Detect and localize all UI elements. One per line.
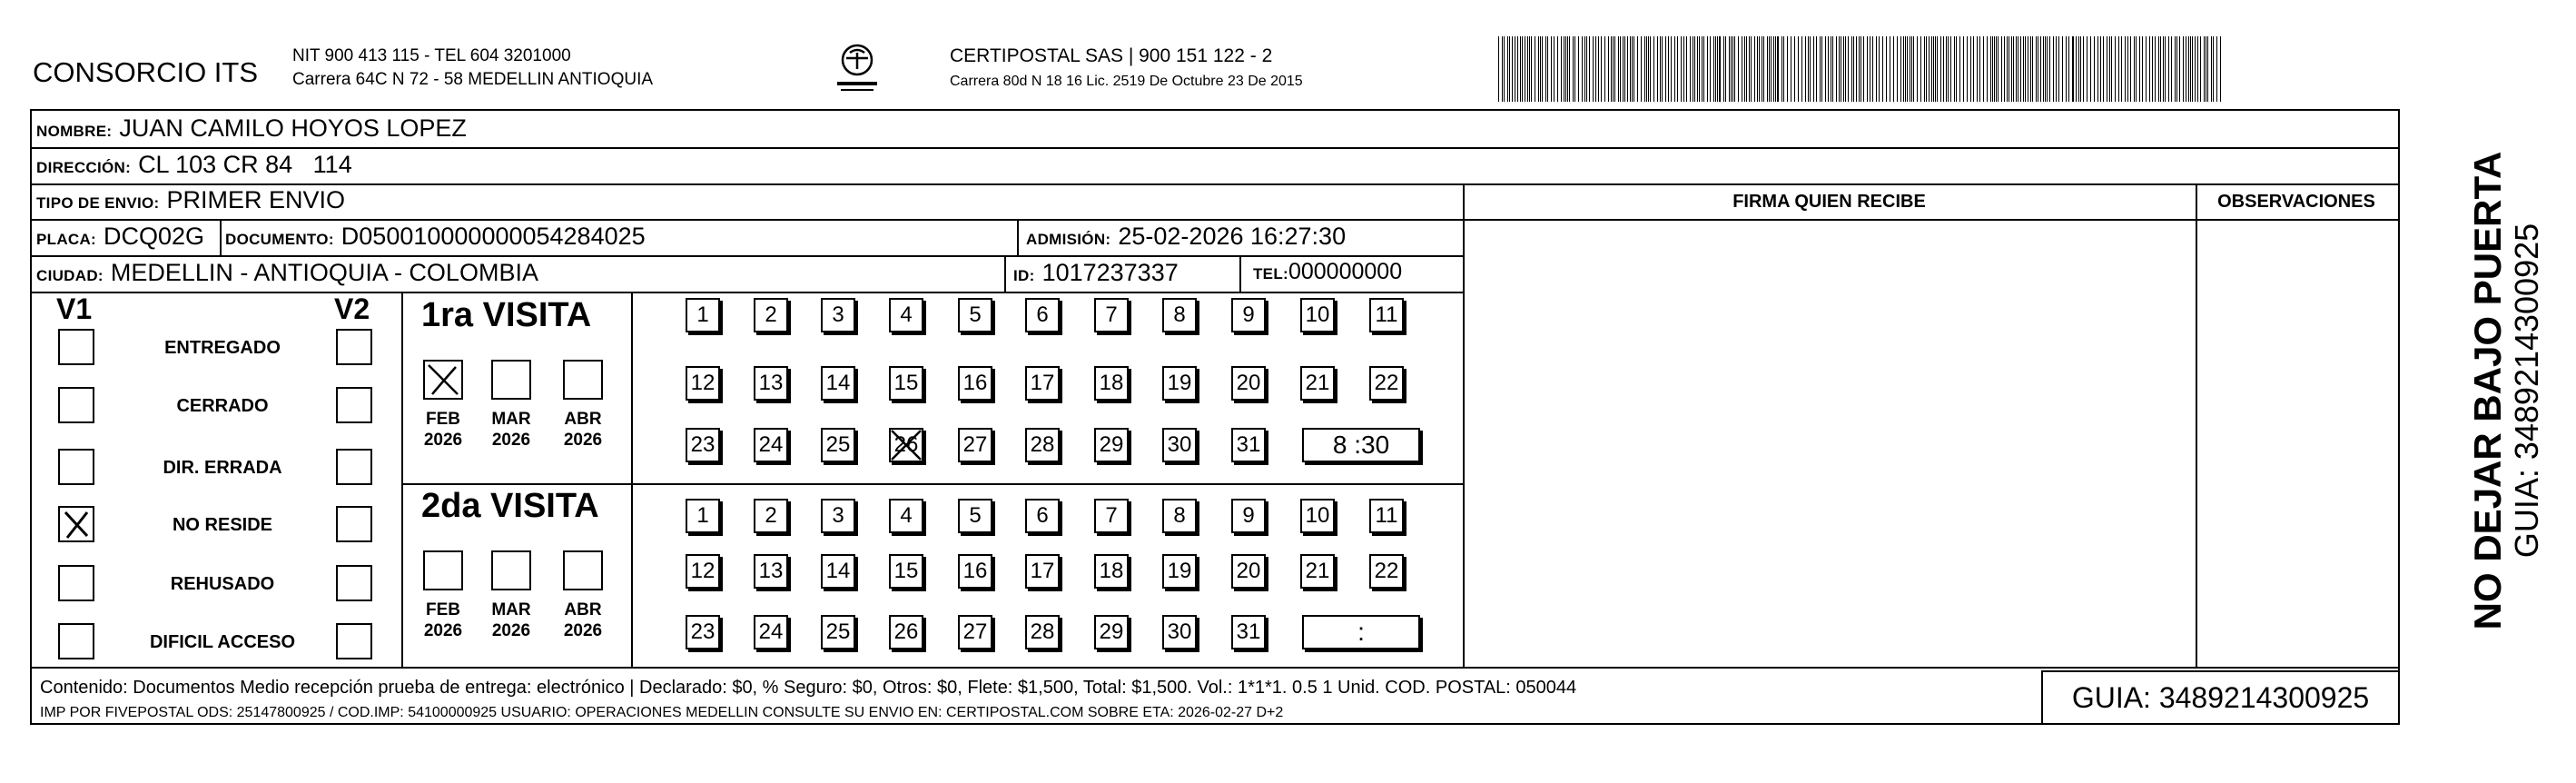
v1-header: V1: [56, 292, 93, 325]
visit-title: 1ra VISITA: [421, 296, 592, 334]
v1-checkbox[interactable]: [58, 506, 94, 542]
month-checkbox[interactable]: [423, 360, 463, 400]
day-box[interactable]: 7: [1094, 298, 1129, 332]
tel-label: TEL:: [1253, 265, 1288, 282]
month-checkbox[interactable]: [563, 360, 603, 400]
day-box[interactable]: 22: [1369, 554, 1404, 589]
barcode-icon: [1498, 36, 2225, 102]
id-value: 1017237337: [1041, 259, 1179, 286]
day-box[interactable]: 11: [1369, 499, 1404, 533]
tel-value: 000000000: [1288, 259, 1403, 284]
day-box[interactable]: 26: [889, 615, 923, 649]
day-box[interactable]: 30: [1162, 615, 1197, 649]
day-box[interactable]: 8: [1162, 499, 1197, 533]
day-box[interactable]: 6: [1025, 298, 1060, 332]
day-box[interactable]: 6: [1025, 499, 1060, 533]
day-box[interactable]: 20: [1231, 366, 1266, 401]
documento-row: [225, 223, 646, 251]
v2-checkbox[interactable]: [336, 329, 372, 365]
day-box[interactable]: 7: [1094, 499, 1129, 533]
v2-checkbox[interactable]: [336, 506, 372, 542]
status-label: REHUSADO: [170, 574, 275, 594]
direccion-row: [36, 151, 352, 179]
month-year: 2026: [563, 431, 603, 450]
ciudad-value: MEDELLIN - ANTIOQUIA - COLOMBIA: [110, 259, 538, 286]
day-box[interactable]: 22: [1369, 366, 1404, 401]
day-box[interactable]: 17: [1025, 554, 1060, 589]
month-year: 2026: [491, 621, 531, 640]
status-label: DIR. ERRADA: [163, 458, 282, 478]
day-box[interactable]: 10: [1300, 298, 1335, 332]
day-box[interactable]: 30: [1162, 428, 1197, 462]
footer-print-info-line: IMP POR FIVEPOSTAL ODS: 25147800925 / COD.IMP: 54100000925 USUARIO: OPERACIONES MEDELLIN CONSULTE SU ENVIO EN: CERTIPOSTAL.COM SOBRE ETA: 2026-02-27 D+2: [40, 705, 1284, 720]
day-box[interactable]: 2: [754, 298, 788, 332]
carrier-license-line: Carrera 80d N 18 16 Lic. 2519 De Octubre 23 De 2015: [950, 74, 1303, 89]
visit-time-box[interactable]: 8 :30: [1302, 428, 1420, 462]
tipo-envio-row: [36, 186, 345, 214]
day-box[interactable]: 23: [686, 615, 720, 649]
day-box[interactable]: 31: [1231, 428, 1266, 462]
ciudad-label: CIUDAD:: [36, 267, 104, 284]
v2-header: V2: [334, 292, 370, 325]
direccion-label: DIRECCIÓN:: [36, 159, 132, 176]
month-checkbox[interactable]: [491, 550, 531, 590]
side-guia-number: GUIA: 3489214300925: [2508, 223, 2545, 559]
day-box[interactable]: 15: [889, 554, 923, 589]
month-label: [556, 409, 610, 451]
day-box[interactable]: 29: [1094, 615, 1129, 649]
v1-checkbox[interactable]: [58, 329, 94, 365]
direccion-value: CL 103 CR 84 114: [138, 151, 352, 178]
ciudad-row: [36, 259, 538, 287]
day-box[interactable]: 19: [1162, 554, 1197, 589]
status-label: DIFICIL ACCESO: [149, 632, 295, 652]
month-name: MAR: [491, 410, 531, 429]
day-box[interactable]: 9: [1231, 499, 1266, 533]
day-box[interactable]: 11: [1369, 298, 1404, 332]
day-box[interactable]: 31: [1231, 615, 1266, 649]
month-name: MAR: [491, 600, 531, 619]
day-box[interactable]: 10: [1300, 499, 1335, 533]
v2-checkbox[interactable]: [336, 387, 372, 423]
month-name: FEB: [426, 600, 460, 619]
month-name: FEB: [426, 410, 460, 429]
day-box[interactable]: 5: [958, 499, 992, 533]
v1-checkbox[interactable]: [58, 387, 94, 423]
visit-time-box[interactable]: :: [1302, 615, 1420, 649]
day-box[interactable]: 2: [754, 499, 788, 533]
firma-header: FIRMA QUIEN RECIBE: [1732, 192, 1926, 212]
nombre-row: [36, 114, 467, 143]
day-box[interactable]: 9: [1231, 298, 1266, 332]
day-box[interactable]: 13: [754, 554, 788, 589]
nombre-value: JUAN CAMILO HOYOS LOPEZ: [119, 114, 467, 142]
admision-row: [1026, 223, 1346, 251]
day-box[interactable]: 24: [754, 428, 788, 462]
v1-checkbox[interactable]: [58, 449, 94, 485]
documento-value: D050010000000054284025: [341, 223, 646, 250]
placa-label: PLACA:: [36, 231, 97, 248]
day-box[interactable]: 12: [686, 554, 720, 589]
day-box[interactable]: 4: [889, 499, 923, 533]
footer-content-line: Contenido: Documentos Medio recepción prueba de entrega: electrónico | Declarado: $0, % Seguro: $0, Otros: $0, Flete: $1,500, Total: $1,500. Vol.: 1*1*1. 0.5 1 Unid. COD. POSTAL: 050044: [40, 678, 1577, 698]
month-name: ABR: [564, 410, 602, 429]
day-box[interactable]: 4: [889, 298, 923, 332]
visit-title: 2da VISITA: [421, 487, 599, 525]
status-label: CERRADO: [176, 396, 269, 416]
guia-number-box: GUIA: 3489214300925: [2041, 670, 2400, 725]
month-year: 2026: [423, 621, 463, 640]
day-box[interactable]: 24: [754, 615, 788, 649]
month-year: 2026: [423, 431, 463, 450]
day-box[interactable]: 3: [821, 499, 855, 533]
certipostal-logo-icon: [834, 40, 881, 98]
company-address-line: Carrera 64C N 72 - 58 MEDELLIN ANTIOQUIA: [292, 70, 654, 89]
day-box[interactable]: 17: [1025, 366, 1060, 401]
day-box[interactable]: 28: [1025, 428, 1060, 462]
day-box[interactable]: 16: [958, 366, 992, 401]
day-box[interactable]: 5: [958, 298, 992, 332]
day-box[interactable]: 15: [889, 366, 923, 401]
day-box[interactable]: 29: [1094, 428, 1129, 462]
day-box[interactable]: 1: [686, 499, 720, 533]
status-label: ENTREGADO: [164, 338, 281, 358]
admision-label: ADMISIÓN:: [1026, 231, 1111, 248]
day-box[interactable]: 21: [1300, 554, 1335, 589]
tel-row: [1253, 259, 1402, 285]
status-label: NO RESIDE: [172, 515, 273, 535]
month-name: ABR: [564, 600, 602, 619]
v1-checkbox[interactable]: [58, 623, 94, 659]
v2-checkbox[interactable]: [336, 449, 372, 485]
documento-label: DOCUMENTO:: [225, 231, 334, 248]
placa-value: DCQ02G: [104, 223, 205, 250]
day-box[interactable]: 19: [1162, 366, 1197, 401]
day-box[interactable]: 13: [754, 366, 788, 401]
month-label: [556, 600, 610, 641]
day-box[interactable]: 18: [1094, 366, 1129, 401]
id-row: [1013, 259, 1179, 287]
day-box[interactable]: 1: [686, 298, 720, 332]
day-box[interactable]: 3: [821, 298, 855, 332]
no-dejar-bajo-puerta-label: NO DEJAR BAJO PUERTA: [2466, 151, 2509, 630]
day-box[interactable]: 23: [686, 428, 720, 462]
day-box[interactable]: 27: [958, 428, 992, 462]
month-label: [416, 409, 470, 451]
day-box[interactable]: 20: [1231, 554, 1266, 589]
day-box[interactable]: 25: [821, 615, 855, 649]
day-box[interactable]: 12: [686, 366, 720, 401]
day-box[interactable]: 27: [958, 615, 992, 649]
day-box[interactable]: 14: [821, 554, 855, 589]
day-box[interactable]: 21: [1300, 366, 1335, 401]
company-name: CONSORCIO ITS: [33, 56, 259, 88]
carrier-name-line: CERTIPOSTAL SAS | 900 151 122 - 2: [950, 45, 1273, 66]
month-label: [416, 600, 470, 641]
v1-checkbox[interactable]: [58, 565, 94, 601]
tipo-envio-label: TIPO DE ENVIO:: [36, 194, 160, 212]
nombre-label: NOMBRE:: [36, 123, 113, 140]
day-box[interactable]: 14: [821, 366, 855, 401]
v2-checkbox[interactable]: [336, 623, 372, 659]
day-box[interactable]: 26: [889, 428, 923, 462]
observaciones-header: OBSERVACIONES: [2217, 192, 2375, 212]
day-box[interactable]: 28: [1025, 615, 1060, 649]
company-nit-line: NIT 900 413 115 - TEL 604 3201000: [292, 46, 571, 65]
day-box[interactable]: 18: [1094, 554, 1129, 589]
admision-value: 25-02-2026 16:27:30: [1118, 223, 1347, 250]
v2-checkbox[interactable]: [336, 565, 372, 601]
month-year: 2026: [563, 621, 603, 640]
month-checkbox[interactable]: [491, 360, 531, 400]
month-label: [484, 600, 538, 641]
month-label: [484, 409, 538, 451]
day-box[interactable]: 16: [958, 554, 992, 589]
placa-row: [36, 223, 204, 251]
month-checkbox[interactable]: [423, 550, 463, 590]
side-label: [2467, 152, 2545, 630]
day-box[interactable]: 8: [1162, 298, 1197, 332]
month-checkbox[interactable]: [563, 550, 603, 590]
tipo-envio-value: PRIMER ENVIO: [166, 186, 346, 213]
day-mark-icon: [886, 425, 926, 465]
id-label: ID:: [1013, 267, 1035, 284]
day-box[interactable]: 25: [821, 428, 855, 462]
month-year: 2026: [491, 431, 531, 450]
